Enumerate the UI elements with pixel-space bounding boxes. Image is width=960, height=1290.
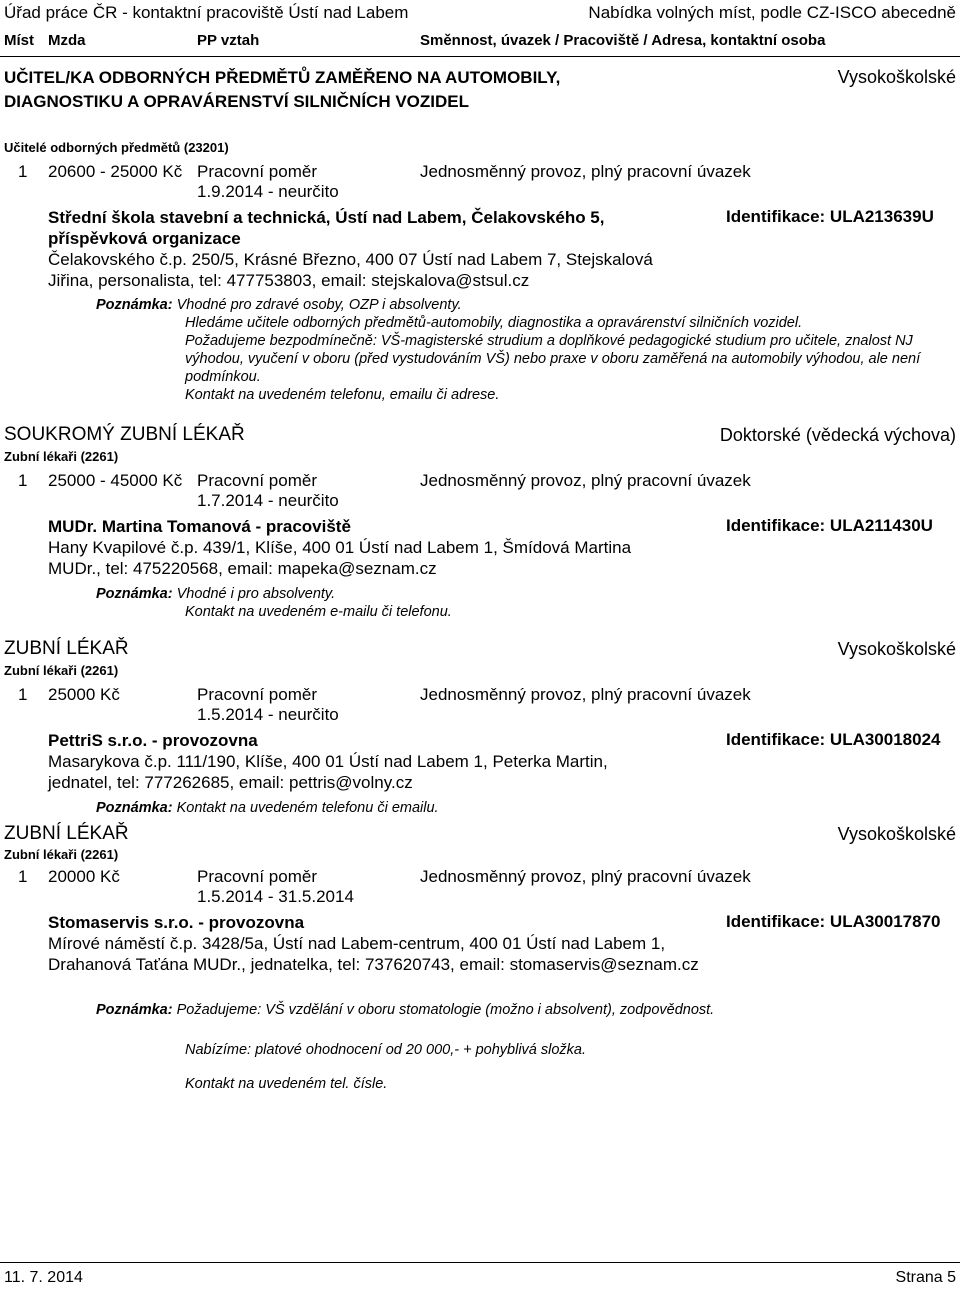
address: Čelakovského č.p. 250/5, Krásné Březno, 400 07 Ústí nad Labem 7, Stejskalová Jiřina, personalista, tel: 477753803, email: stejskalova@stsul.cz bbox=[48, 250, 653, 290]
period: 1.5.2014 - neurčito bbox=[197, 705, 339, 724]
shift: Jednosměnný provoz, plný pracovní úvazek bbox=[420, 162, 751, 181]
col-mzda: Mzda bbox=[48, 32, 86, 49]
education-level: Vysokoškolské bbox=[837, 639, 956, 659]
wage: 20000 Kč bbox=[48, 867, 120, 886]
vacancy-count: 1 bbox=[18, 162, 28, 181]
period: 1.5.2014 - 31.5.2014 bbox=[197, 887, 354, 906]
job-title: UČITEL/KA ODBORNÝCH PŘEDMĚTŮ ZAMĚŘENO NA AUTOMOBILY, DIAGNOSTIKU A OPRAVÁRENSTVÍ SILNIČNÍCH VOZIDEL bbox=[4, 68, 561, 111]
wage: 25000 - 45000 Kč bbox=[48, 471, 183, 490]
note-label: Poznámka: bbox=[96, 800, 173, 816]
identifier: Identifikace: ULA30017870 bbox=[726, 912, 941, 931]
note-label: Poznámka: bbox=[96, 586, 173, 602]
identifier: Identifikace: ULA30018024 bbox=[726, 730, 941, 749]
address: Hany Kvapilové č.p. 439/1, Klíše, 400 01 Ústí nad Labem 1, Šmídová Martina MUDr., tel: 475220568, email: mapeka@seznam.cz bbox=[48, 538, 632, 578]
relation: Pracovní poměr bbox=[197, 162, 317, 181]
job-title: ZUBNÍ LÉKAŘ bbox=[4, 823, 129, 844]
period: 1.9.2014 - neurčito bbox=[197, 182, 339, 201]
education-level: Vysokoškolské bbox=[837, 824, 956, 844]
employer-name: PettriS s.r.o. - provozovna bbox=[48, 731, 258, 750]
note-text: Vhodné i pro absolventy. bbox=[176, 586, 336, 602]
job-category: Zubní lékaři (2261) bbox=[4, 663, 119, 678]
header-divider bbox=[0, 56, 960, 57]
education-level: Vysokoškolské bbox=[837, 67, 956, 87]
note-text: Nabízíme: platové ohodnocení od 20 000,- + pohyblivá složka. bbox=[185, 1042, 587, 1058]
note-text: Kontakt na uvedeném e-mailu či telefonu. bbox=[185, 604, 452, 620]
note-text: Vhodné pro zdravé osoby, OZP i absolventy. bbox=[176, 297, 462, 313]
note-text: Požadujeme: VŠ vzdělání v oboru stomatologie (možno i absolvent), zodpovědnost. bbox=[176, 1002, 715, 1018]
note-text: Kontakt na uvedeném tel. čísle. bbox=[185, 1076, 388, 1092]
col-pp: PP vztah bbox=[197, 32, 260, 49]
relation: Pracovní poměr bbox=[197, 867, 317, 886]
note bbox=[96, 799, 946, 817]
employer-name: Střední škola stavební a technická, Ústí nad Labem, Čelakovského 5, příspěvková organizace bbox=[48, 208, 605, 248]
note-text: Hledáme učitele odborných předmětů-automobily, diagnostika a opravárenství silničních vozidel. bbox=[185, 315, 803, 331]
job-category: Zubní lékaři (2261) bbox=[4, 449, 119, 464]
period: 1.7.2014 - neurčito bbox=[197, 491, 339, 510]
col-smennost: Směnnost, úvazek / Pracoviště / Adresa, kontaktní osoba bbox=[420, 32, 826, 49]
footer-divider bbox=[0, 1262, 960, 1263]
note bbox=[96, 1001, 946, 1019]
job-category: Učitelé odborných předmětů (23201) bbox=[4, 140, 229, 155]
office-name: Úřad práce ČR - kontaktní pracoviště Ústí nad Labem bbox=[4, 3, 409, 22]
shift: Jednosměnný provoz, plný pracovní úvazek bbox=[420, 471, 751, 490]
note-label: Poznámka: bbox=[96, 1002, 173, 1018]
relation: Pracovní poměr bbox=[197, 685, 317, 704]
job-category: Zubní lékaři (2261) bbox=[4, 847, 119, 862]
education-level: Doktorské (vědecká výchova) bbox=[719, 425, 956, 445]
footer-date: 11. 7. 2014 bbox=[4, 1269, 83, 1286]
employer-name: Stomaservis s.r.o. - provozovna bbox=[48, 913, 305, 932]
note-label: Poznámka: bbox=[96, 297, 173, 313]
identifier: Identifikace: ULA211430U bbox=[726, 516, 933, 535]
employer-name: MUDr. Martina Tomanová - pracoviště bbox=[48, 517, 351, 536]
page-header bbox=[0, 0, 960, 56]
note bbox=[96, 296, 946, 314]
vacancy-count: 1 bbox=[18, 867, 28, 886]
shift: Jednosměnný provoz, plný pracovní úvazek bbox=[420, 867, 751, 886]
relation: Pracovní poměr bbox=[197, 471, 317, 490]
job-title: SOUKROMÝ ZUBNÍ LÉKAŘ bbox=[4, 424, 245, 445]
address: Mírové náměstí č.p. 3428/5a, Ústí nad Labem-centrum, 400 01 Ústí nad Labem 1, Drahanová Taťána MUDr., jednatelka, tel: 737620743, email: stomaservis@seznam.cz bbox=[48, 934, 699, 974]
note bbox=[96, 585, 946, 603]
note-text: Kontakt na uvedeném telefonu, emailu či adrese. bbox=[185, 387, 500, 403]
page-number: Strana 5 bbox=[895, 1269, 956, 1286]
wage: 20600 - 25000 Kč bbox=[48, 162, 183, 181]
job-title: ZUBNÍ LÉKAŘ bbox=[4, 638, 129, 659]
address: Masarykova č.p. 111/190, Klíše, 400 01 Ústí nad Labem 1, Peterka Martin, jednatel, tel: 777262685, email: pettris@volny.cz bbox=[48, 752, 608, 792]
shift: Jednosměnný provoz, plný pracovní úvazek bbox=[420, 685, 751, 704]
identifier: Identifikace: ULA213639U bbox=[726, 207, 934, 226]
note-text: Požadujeme bezpodmínečně: VŠ-magisterské strudium a doplňkové pedagogické studium pro učitele, znalost NJ výhodou, vyučení v oboru (před vystudováním VŠ) nebo praxe v oboru zaměřená na automobily výhodou, ale není podmínkou. bbox=[185, 333, 921, 385]
wage: 25000 Kč bbox=[48, 685, 120, 704]
note-text: Kontakt na uvedeném telefonu či emailu. bbox=[176, 800, 439, 816]
col-mist: Míst bbox=[4, 32, 34, 49]
vacancy-count: 1 bbox=[18, 471, 28, 490]
report-title: Nabídka volných míst, podle CZ-ISCO abecedně bbox=[588, 3, 956, 22]
vacancy-count: 1 bbox=[18, 685, 28, 704]
